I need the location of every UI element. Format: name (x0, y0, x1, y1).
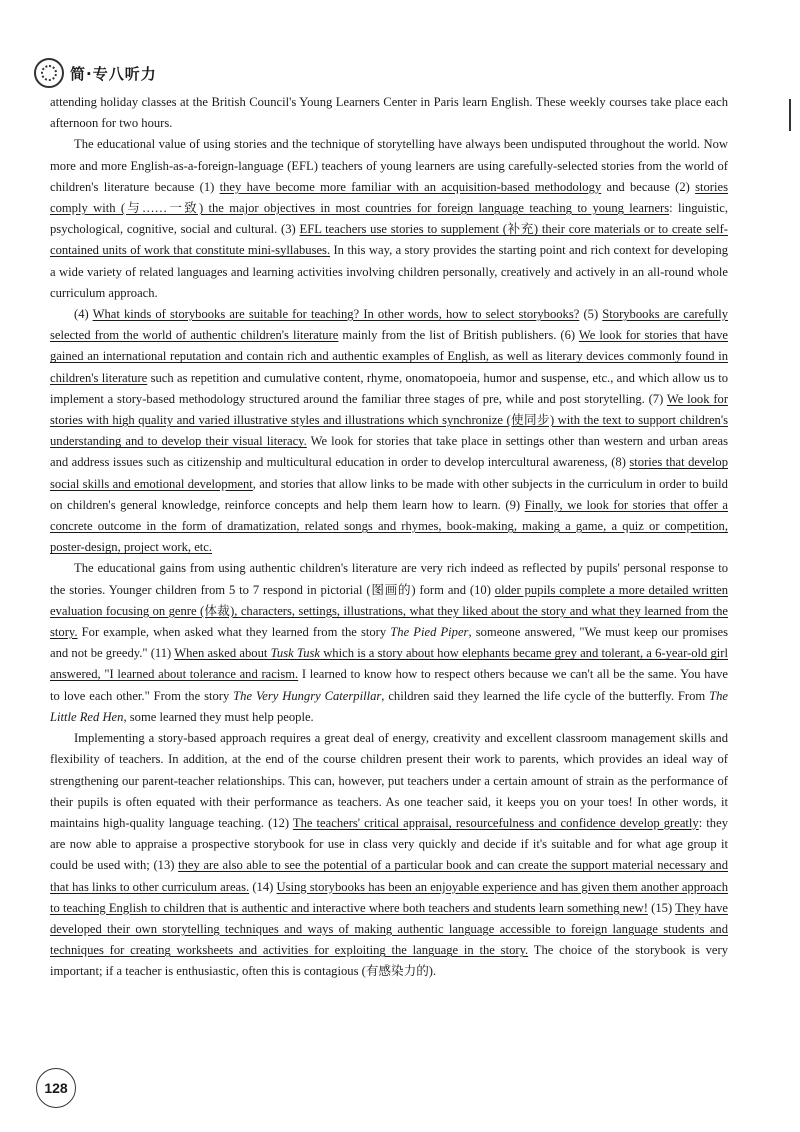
text-run: : they are now able to appraise a prospective storybook for use in class very quickly and decide if it's suitable and for what age group it could be used with; (13) (50, 815, 728, 873)
text-run: (5) (579, 307, 603, 322)
underlined-text: stories comply with (与……一致) the major objectives in most countries for foreign language teaching to young learners (50, 179, 728, 216)
text-run: mainly from the list of British publishers. (6) (338, 328, 579, 343)
text-run: , someone answered, "We must keep our promises and not be greedy." (11) (50, 625, 728, 661)
underlined-text: older pupils complete a more detailed written evaluation focusing on genre (体裁), characters, settings, illustrations, what they liked about the story and what they learned from the story. (50, 582, 728, 640)
text-run: In this way, a story provides the starting point and rich context for developing a wide variety of related languages and learning activities involving children personally, creatively and actively in an all-round whole curriculum approach. (50, 243, 728, 300)
underlined-text: We look for stories that have gained an international reputation and contain rich and authentic examples of English, as well as literary devices commonly found in children's literature (50, 328, 728, 385)
text-run: , some learned they must help people. (123, 709, 314, 724)
text-run: : linguistic, psychological, cognitive, social and cultural. (3) (50, 201, 728, 237)
text-run: The educational gains from using authentic children's literature are very rich indeed as reflected by pupils' personal response to the stories. Younger children from 5 to 7 respond in pictorial (图画的) form and (10) (50, 561, 728, 597)
text-run: , children said they learned the life cycle of the butterfly. From (381, 688, 710, 703)
paragraph (50, 558, 728, 728)
text-run: , and stories that allow links to be made with other subjects in the curriculum in order to build on children's general knowledge, reinforce concepts and help them learn how to learn. (9) (50, 476, 728, 512)
underlined-text: Storybooks are carefully selected from the world of authentic children's literature (50, 307, 728, 343)
paragraph (50, 728, 728, 982)
underlined-text: stories that develop social skills and emotional development (50, 455, 728, 491)
underlined-text: They have developed their own storytelling techniques and ways of making authentic language accessible to foreign language students and techniques for creating worksheets and activities for exploiting the language in the story. (50, 900, 728, 958)
text-run: (4) (74, 307, 93, 322)
page-number: 128 (36, 1068, 76, 1108)
book-logo-icon (34, 58, 64, 88)
underlined-text: they are also able to see the potential of a particular book and can create the support material necessary and that has links to other curriculum areas. (50, 858, 729, 894)
underlined-text: What kinds of storybooks are suitable for teaching? In other words, how to select storybooks? (92, 307, 580, 322)
text-run: and because (2) (601, 179, 696, 194)
text-run: I learned to know how to respect others because we can't all be the same. You have to love each other." From the story (50, 667, 728, 703)
header-title: 简·专八听力 (70, 64, 157, 83)
italic-title: The Very Hungry Caterpillar (233, 688, 382, 703)
underlined-text: Finally, we look for stories that offer a concrete outcome in the form of dramatization, related songs and rhymes, book-making, making a game, a quiz or competition, poster-design, project work, etc. (50, 497, 728, 555)
text-run: For example, when asked what they learned from the story (77, 625, 391, 640)
paragraph (50, 92, 728, 134)
underlined-text: Tusk Tusk (270, 646, 320, 661)
text-run: The choice of the storybook is very important; if a teacher is enthusiastic, often this is contagious (有感染力的). (50, 943, 728, 979)
underlined-text: they have become more familiar with an acquisition-based methodology (219, 179, 602, 194)
italic-title: The Little Red Hen (50, 688, 728, 724)
text-run: such as repetition and cumulative content, rhyme, onomatopoeia, humor and suspense, etc., and which allow us to implement a story-based methodology structured around the familiar three stages of pre, while and post storytelling. (7) (50, 370, 729, 406)
paragraph (50, 134, 728, 304)
margin-mark (789, 99, 791, 131)
underlined-text: which is a story about how elephants became grey and tolerant, a 6-year-old girl answered, "I learned about tolerance and racism. (50, 646, 728, 682)
underlined-text: When asked about (174, 646, 271, 661)
underlined-text: The teachers' critical appraisal, resourcefulness and confidence develop greatly (292, 815, 699, 830)
page-header (34, 58, 157, 88)
underlined-text: EFL teachers use stories to supplement (补充) their core materials or to create self-contained units of work that constitute mini-syllabuses. (50, 222, 729, 258)
text-run: (15) (647, 900, 676, 915)
italic-title: The Pied Piper (390, 625, 469, 640)
article-body (50, 92, 728, 983)
text-run: attending holiday classes at the British Council's Young Learners Center in Paris learn English. These weekly courses take place each afternoon for two hours. (50, 95, 728, 131)
underlined-text: Using storybooks has been an enjoyable experience and has given them another approach to teaching English to children that is authentic and interactive where both teachers and students learn something new! (50, 879, 728, 915)
text-run: (14) (249, 879, 277, 894)
text-run: We look for stories that take place in settings other than western and urban areas and address issues such as citizenship and multicultural education in order to develop intercultural awareness, (8) (50, 434, 728, 470)
text-run: The educational value of using stories and the technique of storytelling have always been undisputed throughout the world. Now more and more English-as-a-foreign-language (EFL) teachers of young learners are using carefully-selected stories from the world of children's literature because (1) (50, 137, 728, 194)
text-run: Implementing a story-based approach requires a great deal of energy, creativity and excellent classroom management skills and flexibility of teachers. In addition, at the end of the course children present their work to parents, which provides an ideal way of strengthening our parent-teacher relationships. This can, however, put teachers under a certain amount of strain as the performance of their pupils is often equated with their performance as teachers. As one teacher said, it keeps you on your toes! In other words, it maintains high-quality language teaching. (12) (50, 731, 728, 830)
paragraph (50, 304, 728, 558)
underlined-text: We look for stories with high quality and varied illustrative styles and illustrations which synchronize (使同步) with the text to support children's understanding and to develop their visual literacy. (50, 391, 729, 449)
